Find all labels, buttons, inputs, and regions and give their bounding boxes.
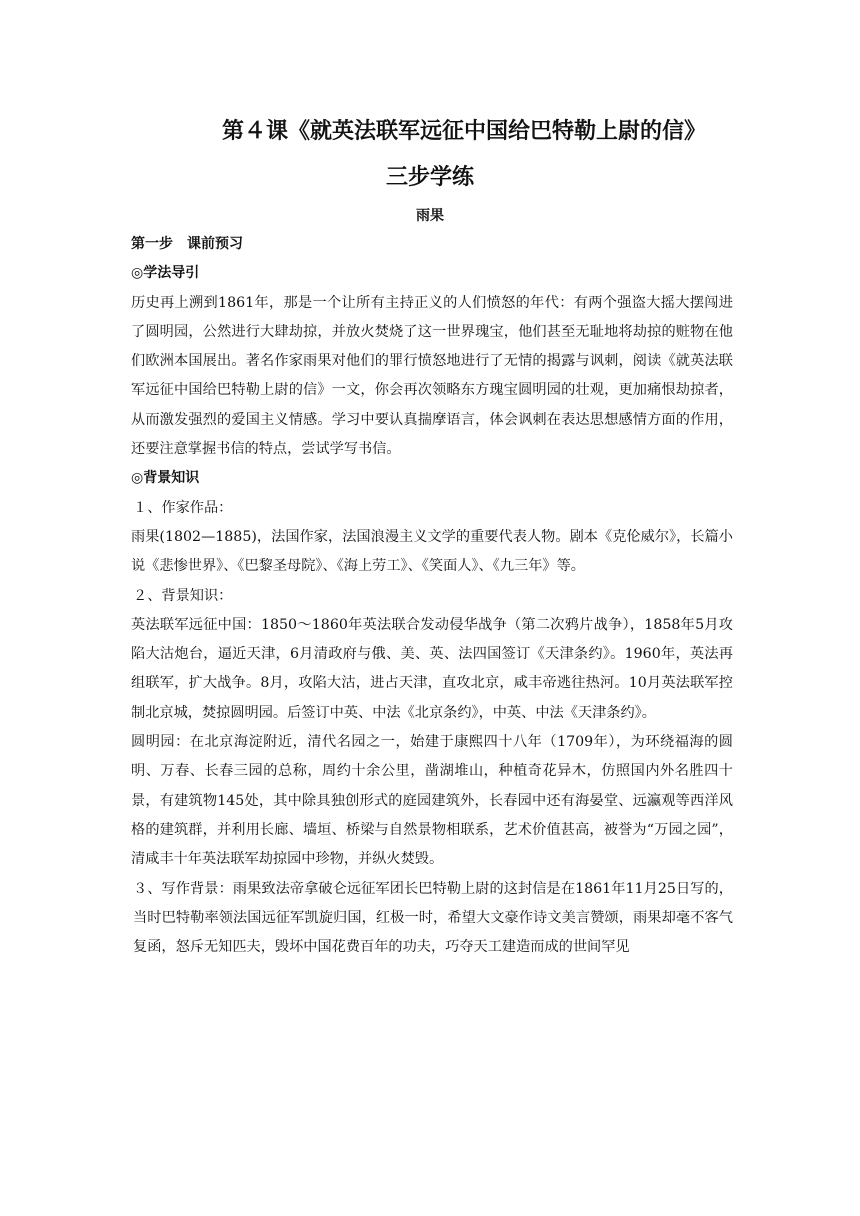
background-heading: ◎背景知识	[131, 470, 200, 487]
item1-paragraph: 雨果(1802—1885)，法国作家，法国浪漫主义文学的重要代表人物。剧本《克伦威尔》，长篇小说《悲惨世界》、《巴黎圣母院》、《海上劳工》、《笑面人》、《九三年》等。	[131, 528, 733, 575]
guide-paragraph: 历史再上溯到1861年，那是一个让所有主持正义的人们愤怒的年代：有两个强盗大摇大摆闯进了圆明园，公然进行大肆劫掠，并放火焚烧了这一世界瑰宝，他们甚至无耻地将劫掠的赃物在他们欧洲本国展出。著名作家雨果对他们的罪行愤怒地进行了无情的揭露与讽刺，阅读《就英法联军远征中国给巴特勒上尉的信》一文，你会再次领略东方瑰宝圆明园的壮观，更加痛恨劫掠者，从而激发强烈的爱国主义情感。学习中要认真揣摩语言，体会讽刺在表达思想感情方面的作用，还要注意掌握书信的特点，尝试学写书信。	[131, 294, 733, 458]
document-body	[131, 230, 733, 962]
item1-label: １、作家作品：	[133, 499, 233, 516]
step-heading: 第一步 课前预习	[131, 236, 243, 252]
item2-paragraph: 英法联军远征中国：1850～1860年英法联合发动侵华战争（第二次鸦片战争），1858年5月攻陷大沽炮台，逼近天津，6月清政府与俄、美、英、法四国签订《天津条约》。1960年，英法再组联军，扩大战争。8月，攻陷大沽，进占天津，直攻北京，咸丰帝逃往热河。10月英法联军控制北京城，焚掠圆明园。后签订中英、中法《北京条约》，中英、中法《天津条约》。	[131, 616, 733, 721]
item3-paragraph: ３、写作背景：雨果致法帝拿破仑远征军团长巴特勒上尉的这封信是在1861年11月25日写的，当时巴特勒率领法国远征军凯旋归国，红极一时，希望大文豪作诗文美言赞颂，雨果却毫不客气复函，怒斥无知匹夫，毁坏中国花费百年的功夫，巧夺天工建造而成的世间罕见	[133, 880, 733, 956]
guide-heading: ◎学法导引	[131, 265, 200, 282]
item2-paragraph-b: 圆明园：在北京海淀附近，清代名园之一，始建于康熙四十八年（1709年），为环绕福海的圆明、万春、长春三园的总称，周约十余公里，凿湖堆山，种植奇花异木，仿照国内外名胜四十景，有建筑物145处，其中除具独创形式的庭园建筑外，长春园中还有海晏堂、远瀛观等西洋风格的建筑群，并利用长廊、墙垣、桥梁与自然景物相联系，艺术价值甚高，被誉为“万园之园”，清咸丰十年英法联军劫掠园中珍物，并纵火焚毁。	[131, 734, 733, 868]
author-name: 雨果	[416, 208, 444, 224]
document-title: 第４课《就英法联军远征中国给巴特勒上尉的信》	[222, 119, 707, 144]
item2-label: ２、背景知识：	[133, 587, 233, 604]
document-subtitle: 三步学练	[385, 165, 474, 190]
